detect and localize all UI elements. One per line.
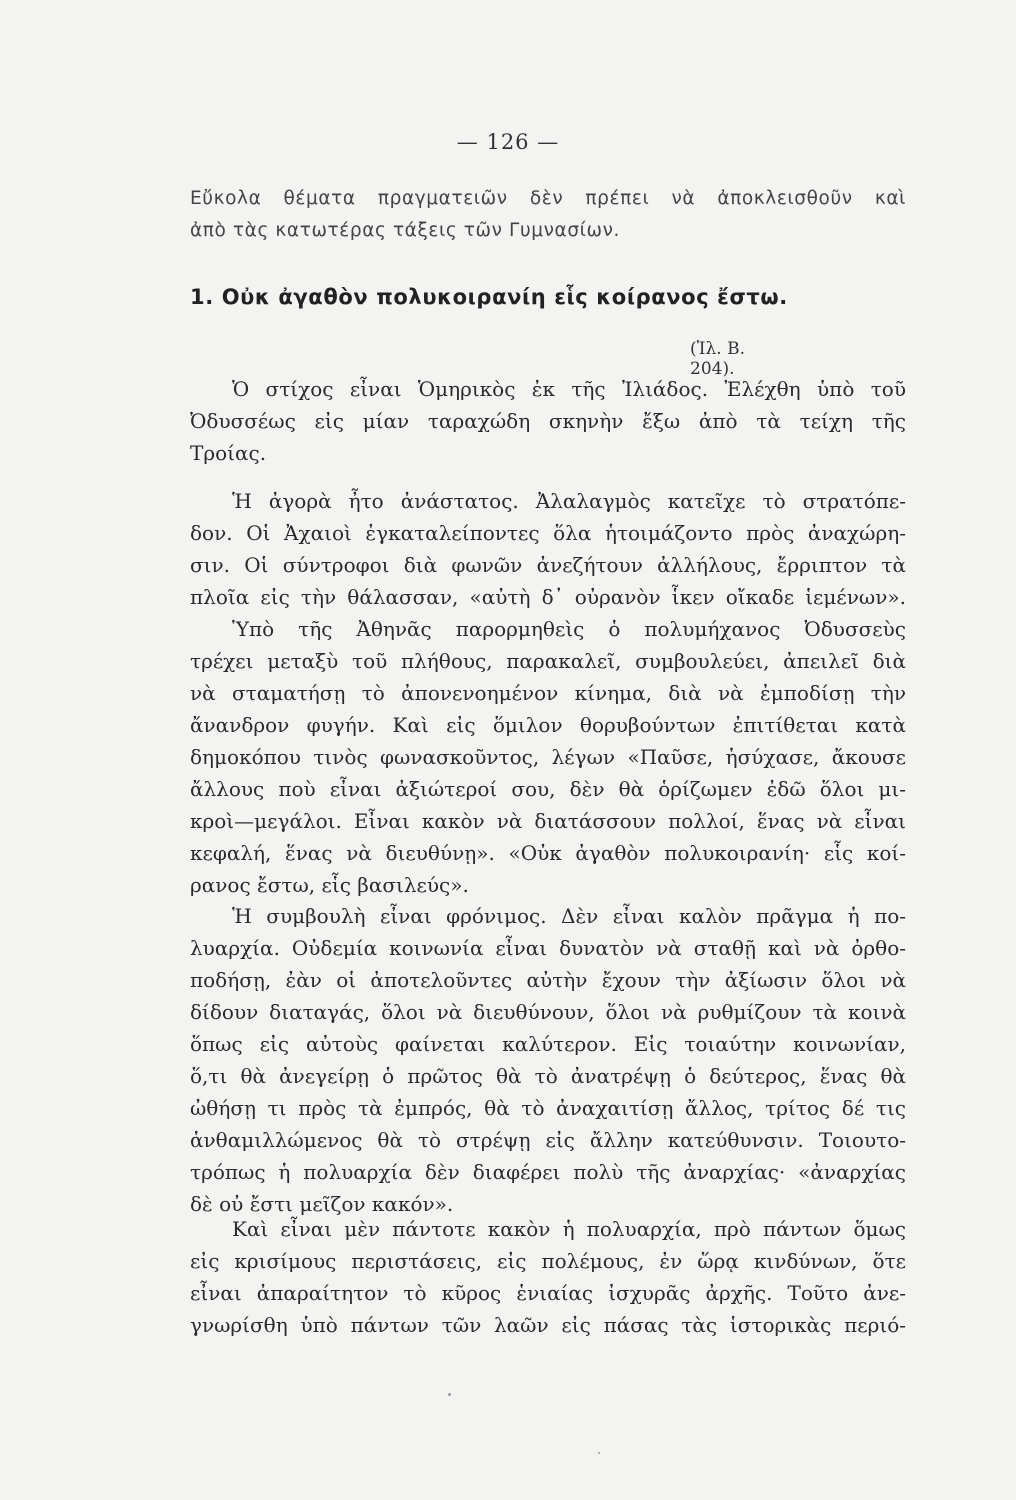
section-heading: 1. Οὐκ ἀγαθὸν πολυκοιρανίη εἷς κοίρανος ἔστω. (190, 285, 788, 309)
text-line: τρόπως ἡ πολυαρχία δὲν διαφέρει πολὺ τῆς ἀναρχίας· «ἀναρχίας (190, 1160, 906, 1184)
text-line: Ἡ συμβουλὴ εἶναι φρόνιμος. Δὲν εἶναι καλὸν πρᾶγμα ἡ πο- (232, 904, 906, 928)
text-line: δημοκόπου τινὸς φωνασκοῦντος, λέγων «Παῦσε, ἡσύχασε, ἄκουσε (190, 745, 906, 769)
paper-speck (598, 1452, 600, 1454)
paragraph (190, 1213, 906, 1341)
text-line: γνωρίσθη ὑπὸ πάντων τῶν λαῶν εἰς πάσας τὰς ἱστορικὰς περιό- (190, 1313, 906, 1337)
text-line: σιν. Οἱ σύντροφοι διὰ φωνῶν ἀνεζήτουν ἀλλήλους, ἔρριπτον τὰ (190, 553, 906, 577)
paragraph (190, 900, 906, 1220)
text-line: τρέχει μεταξὺ τοῦ πλήθους, παρακαλεῖ, συμβουλεύει, ἀπειλεῖ διὰ (190, 649, 906, 673)
text-line: Ἡ ἀγορὰ ἦτο ἀνάστατος. Ἀλαλαγμὸς κατεῖχε τὸ στρατόπε- (232, 489, 906, 513)
text-line: ἁνθαμιλλώμενος θὰ τὸ στρέψῃ εἰς ἄλλην κατεύθυνσιν. Τοιουτο- (190, 1128, 906, 1152)
text-line: εἶναι ἀπαραίτητον τὸ κῦρος ἑνιαίας ἰσχυρᾶς ἀρχῆς. Τοῦτο ἀνε- (190, 1281, 906, 1305)
text-line: ἀπὸ τὰς κατωτέρας τάξεις τῶν Γυμνασίων. (190, 220, 621, 241)
text-line: ὅπως εἰς αὐτοὺς φαίνεται καλύτερον. Εἰς τοιαύτην κοινωνίαν, (190, 1032, 906, 1056)
text-line: ρανος ἔστω, εἷς βασιλεύς». (190, 873, 469, 897)
text-line: Εὔκολα θέματα πραγματειῶν δὲν πρέπει νὰ ἀποκλεισθοῦν καὶ (190, 188, 906, 209)
text-line: ἄλλους ποὺ εἶναι ἀξιώτεροί σου, δὲν θὰ ὁρίζωμεν ἐδῶ ὅλοι μι- (190, 777, 906, 801)
text-line: ποδήσῃ, ἐὰν οἱ ἀποτελοῦντες αὐτὴν ἔχουν τὴν ἀξίωσιν ὅλοι νὰ (190, 968, 906, 992)
intro-text (190, 183, 906, 247)
paper-speck (448, 1393, 451, 1396)
text-line: ἄνανδρον φυγήν. Καὶ εἰς ὅμιλον θορυβούντων ἐπιτίθεται κατὰ (190, 713, 906, 737)
text-line: λυαρχία. Οὐδεμία κοινωνία εἶναι δυνατὸν νὰ σταθῇ καὶ νὰ ὀρθο- (190, 936, 906, 960)
text-line: Ὑπὸ τῆς Ἀθηνᾶς παρορμηθεὶς ὁ πολυμήχανος Ὀδυσσεὺς (232, 617, 906, 641)
text-line: ὅ,τι θὰ ἀνεγείρῃ ὁ πρῶτος θὰ τὸ ἀνατρέψῃ ὁ δεύτερος, ἕνας θὰ (190, 1064, 906, 1088)
text-line: δίδουν διαταγάς, ὅλοι νὰ διευθύνουν, ὅλοι νὰ ρυθμίζουν τὰ κοινὰ (190, 1000, 906, 1024)
text-line: κροὶ—μεγάλοι. Εἶναι κακὸν νὰ διατάσσουν πολλοί, ἕνας νὰ εἶναι (190, 809, 906, 833)
text-line: ὠθήσῃ τι πρὸς τὰ ἐμπρός, θὰ τὸ ἀναχαιτίσῃ ἄλλος, τρίτος δέ τις (190, 1096, 906, 1120)
text-line: εἰς κρισίμους περιστάσεις, εἰς πολέμους, ἐν ὥρᾳ κινδύνων, ὅτε (190, 1249, 906, 1273)
text-line: κεφαλή, ἕνας νὰ διευθύνῃ». «Οὐκ ἀγαθὸν πολυκοιρανίη· εἷς κοί- (190, 841, 906, 865)
citation: (Ἰλ. Β. 204). (690, 339, 745, 379)
text-line: Καὶ εἶναι μὲν πάντοτε κακὸν ἡ πολυαρχία, πρὸ πάντων ὅμως (232, 1217, 906, 1241)
paragraph (190, 485, 906, 613)
paragraph (190, 373, 906, 469)
page-number: — 126 — (456, 130, 560, 154)
text-line: νὰ σταματήσῃ τὸ ἀπονενοημένον κίνημα, διὰ νὰ ἐμποδίσῃ τὴν (190, 681, 906, 705)
text-line: πλοῖα εἰς τὴν θάλασσαν, «αὐτὴ δ᾿ οὐρανὸν ἷκεν οἴκαδε ἱεμένων». (190, 585, 906, 609)
text-line: Ὀδυσσέως εἰς μίαν ταραχώδη σκηνὴν ἔξω ἀπὸ τὰ τείχη τῆς (190, 409, 906, 433)
text-line: Ὁ στίχος εἶναι Ὁμηρικὸς ἐκ τῆς Ἰλιάδος. Ἐλέχθη ὑπὸ τοῦ (232, 377, 906, 401)
text-line: δὲ οὐ ἔστι μεῖζον κακόν». (190, 1192, 454, 1216)
paragraph (190, 613, 906, 901)
text-line: Τροίας. (190, 441, 267, 465)
text-line: δον. Οἱ Ἀχαιοὶ ἐγκαταλείποντες ὅλα ἡτοιμάζοντο πρὸς ἀναχώρη- (190, 521, 906, 545)
